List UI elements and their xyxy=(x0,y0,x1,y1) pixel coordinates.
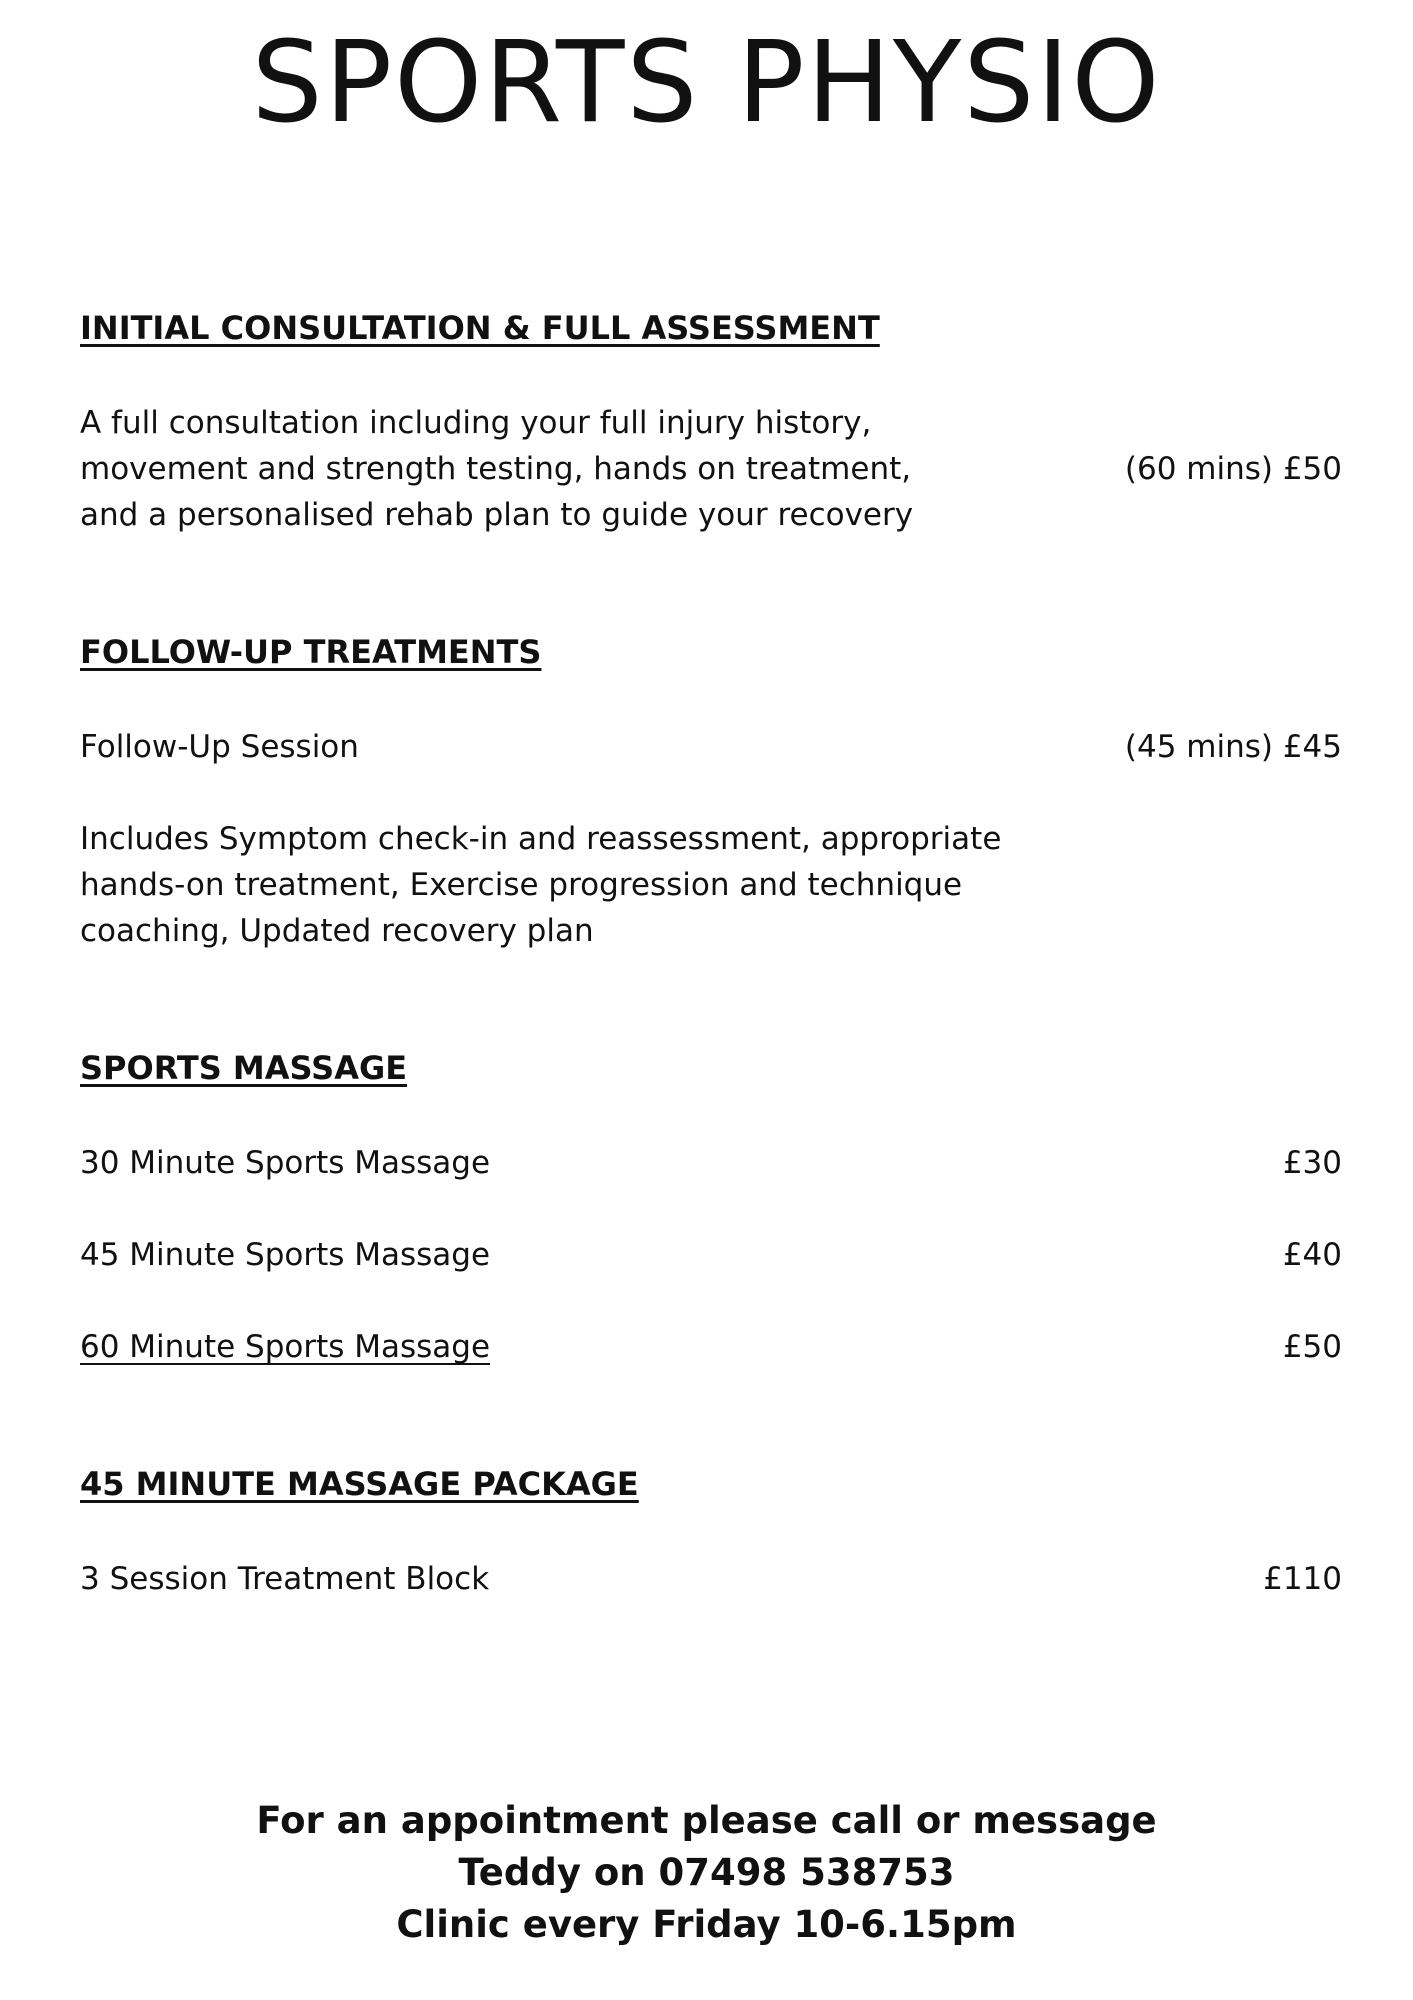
initial-description-line: A full consultation including your full injury history, xyxy=(80,405,872,441)
follow-up-item xyxy=(80,724,1342,770)
massage-item-45 xyxy=(80,1232,1342,1278)
section-follow-up xyxy=(80,632,1342,954)
contact-footer xyxy=(0,1795,1413,1951)
section-sports-massage xyxy=(80,1048,1342,1370)
follow-up-description-line: coaching, Updated recovery plan xyxy=(80,913,594,949)
package-price: £110 xyxy=(1263,1561,1342,1597)
package-label: 3 Session Treatment Block xyxy=(80,1561,490,1597)
footer-line: For an appointment please call or message xyxy=(256,1799,1157,1842)
initial-price-row xyxy=(1125,446,1342,492)
section-heading: FOLLOW-UP TREATMENTS xyxy=(80,633,542,671)
initial-description-line: and a personalised rehab plan to guide your recovery xyxy=(80,497,914,533)
massage-label: 45 Minute Sports Massage xyxy=(80,1237,491,1273)
footer-phone-line[interactable]: Teddy on 07498 538753 xyxy=(458,1851,955,1894)
massage-price: £40 xyxy=(1282,1237,1342,1273)
massage-price: £50 xyxy=(1282,1329,1342,1365)
section-heading: 45 MINUTE MASSAGE PACKAGE xyxy=(80,1465,639,1503)
package-item xyxy=(80,1556,1342,1602)
section-initial-consultation xyxy=(80,308,1342,538)
massage-label: 30 Minute Sports Massage xyxy=(80,1145,491,1181)
follow-up-description-block xyxy=(80,816,1342,954)
page-title: SPORTS PHYSIO xyxy=(251,18,1162,148)
initial-description-block xyxy=(80,400,1342,538)
massage-label-link[interactable]: 60 Minute Sports Massage xyxy=(80,1329,491,1365)
section-massage-package xyxy=(80,1464,1342,1602)
follow-up-label: Follow-Up Session xyxy=(80,729,359,765)
section-heading: SPORTS MASSAGE xyxy=(80,1049,408,1087)
massage-item-30 xyxy=(80,1140,1342,1186)
footer-line: Clinic every Friday 10-6.15pm xyxy=(396,1903,1017,1946)
follow-up-description-line: hands-on treatment, Exercise progression and technique xyxy=(80,867,963,903)
follow-up-description-line: Includes Symptom check-in and reassessment, appropriate xyxy=(80,821,1002,857)
follow-up-price: (45 mins) £45 xyxy=(1124,729,1342,765)
initial-price: (60 mins) £50 xyxy=(1124,451,1342,487)
initial-description-line: movement and strength testing, hands on treatment, xyxy=(80,451,912,487)
massage-item-60 xyxy=(80,1324,1342,1370)
massage-price: £30 xyxy=(1282,1145,1342,1181)
section-heading: INITIAL CONSULTATION & FULL ASSESSMENT xyxy=(80,309,880,347)
